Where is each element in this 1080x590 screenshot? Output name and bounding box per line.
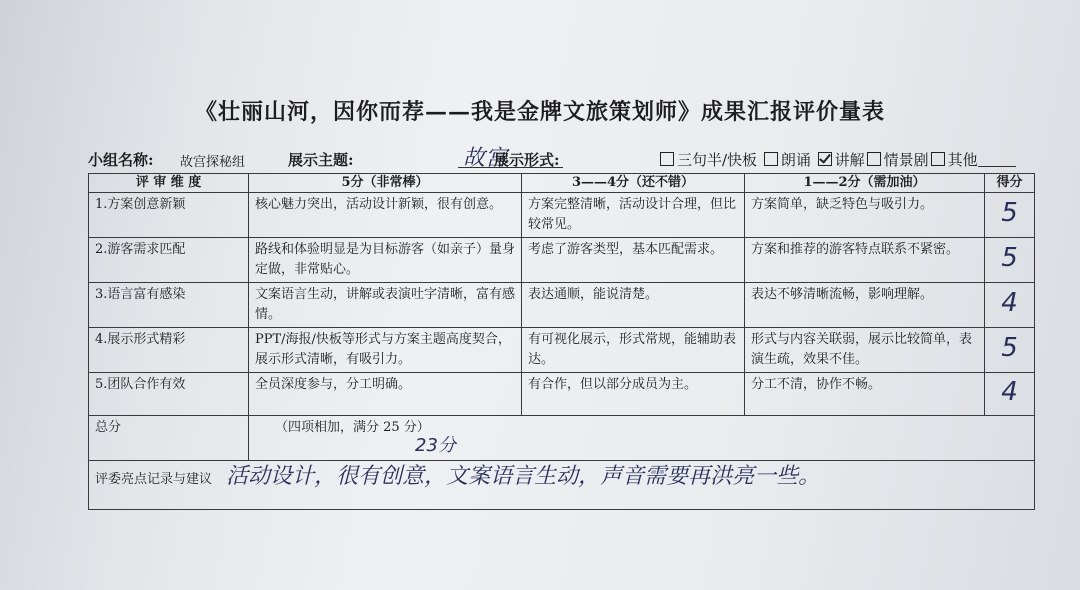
table-row (89, 238, 1035, 283)
group-name-label: 小组名称: (88, 151, 154, 169)
sheet-title: 《壮丽山河，因你而荐——我是金牌文旅策划师》成果汇报评价量表 (194, 99, 885, 125)
header-dimension: 评 审 维 度 (89, 174, 249, 193)
criteria-5-cell: PPT/海报/快板等形式与方案主题高度契合，展示形式清晰，有吸引力。 (249, 328, 522, 373)
criteria-5-cell: 全员深度参与，分工明确。 (249, 373, 522, 416)
criteria-1-2-cell: 方案和推荐的游客特点联系不紧密。 (745, 238, 985, 283)
criteria-3-4-cell: 有可视化展示，形式常规，能辅助表达。 (522, 328, 745, 373)
dimension-cell: 1.方案创意新颖 (89, 193, 249, 238)
other-blank-line (978, 166, 1016, 167)
total-score-value: 23分 (415, 435, 456, 456)
group-name-value: 故宫探秘组 (180, 155, 246, 170)
criteria-1-2-cell: 形式与内容关联弱，展示比较简单，表演生疏，效果不佳。 (745, 328, 985, 373)
score-cell[interactable] (985, 193, 1035, 238)
checkbox-option-2[interactable] (764, 152, 778, 166)
score-cell[interactable] (985, 238, 1035, 283)
table-row (89, 193, 1035, 238)
form-option-3-label: 讲解 (834, 151, 865, 169)
checkbox-option-5[interactable] (931, 152, 945, 166)
score-value: 4 (1001, 287, 1018, 318)
criteria-5-cell: 路线和体验明显是为目标游客（如亲子）量身定做，非常贴心。 (249, 238, 522, 283)
header-score-5: 5分（非常棒） (249, 174, 522, 193)
total-cell[interactable] (249, 416, 1035, 461)
form-option-1-label: 三句半/快板 (677, 151, 758, 169)
comment-row (89, 461, 1035, 510)
checkbox-option-3[interactable] (818, 152, 832, 166)
criteria-1-2-cell: 分工不清，协作不畅。 (745, 373, 985, 416)
rubric-table (88, 173, 1035, 510)
checkbox-option-1[interactable] (660, 152, 674, 166)
score-value: 5 (1001, 197, 1018, 228)
header-score: 得分 (985, 174, 1035, 193)
dimension-cell: 2.游客需求匹配 (89, 238, 249, 283)
score-value: 5 (1001, 332, 1018, 363)
dimension-cell: 4.展示形式精彩 (89, 328, 249, 373)
criteria-3-4-cell: 考虑了游客类型，基本匹配需求。 (522, 238, 745, 283)
checkbox-option-4[interactable] (867, 152, 881, 166)
total-note: （四项相加，满分 25 分） (275, 420, 430, 435)
table-row (89, 283, 1035, 328)
header-score-1-2: 1——2分（需加油） (745, 174, 985, 193)
score-cell[interactable] (985, 373, 1035, 416)
total-label: 总分 (89, 416, 249, 461)
score-cell[interactable] (985, 283, 1035, 328)
criteria-1-2-cell: 方案简单，缺乏特色与吸引力。 (745, 193, 985, 238)
score-value: 4 (1001, 376, 1018, 407)
criteria-5-cell: 文案语言生动，讲解或表演吐字清晰，富有感情。 (249, 283, 522, 328)
form-option-4-label: 情景剧 (883, 151, 929, 169)
comment-text: 活动设计，很有创意，文案语言生动，声音需要再洪亮一些。 (226, 464, 821, 489)
forms-label: 展示形式: (494, 151, 560, 169)
score-cell[interactable] (985, 328, 1035, 373)
score-value: 5 (1001, 242, 1018, 273)
form-option-5-label: 其他 (947, 151, 978, 169)
header-row (89, 174, 1035, 193)
table-row (89, 373, 1035, 416)
dimension-cell: 3.语言富有感染 (89, 283, 249, 328)
dimension-cell: 5.团队合作有效 (89, 373, 249, 416)
table-row (89, 328, 1035, 373)
criteria-3-4-cell: 有合作，但以部分成员为主。 (522, 373, 745, 416)
theme-value: 故宫 (463, 146, 508, 171)
forms-options (658, 149, 1016, 170)
criteria-1-2-cell: 表达不够清晰流畅，影响理解。 (745, 283, 985, 328)
form-option-2-label: 朗诵 (780, 151, 811, 169)
info-line (88, 145, 1028, 173)
criteria-3-4-cell: 方案完整清晰，活动设计合理，但比较常见。 (522, 193, 745, 238)
comment-label: 评委亮点记录与建议 (95, 472, 213, 487)
criteria-3-4-cell: 表达通顺，能说清楚。 (522, 283, 745, 328)
total-row (89, 416, 1035, 461)
theme-label: 展示主题: (288, 151, 354, 169)
comment-cell[interactable] (89, 461, 1035, 510)
header-score-3-4: 3——4分（还不错） (522, 174, 745, 193)
criteria-5-cell: 核心魅力突出，活动设计新颖，很有创意。 (249, 193, 522, 238)
